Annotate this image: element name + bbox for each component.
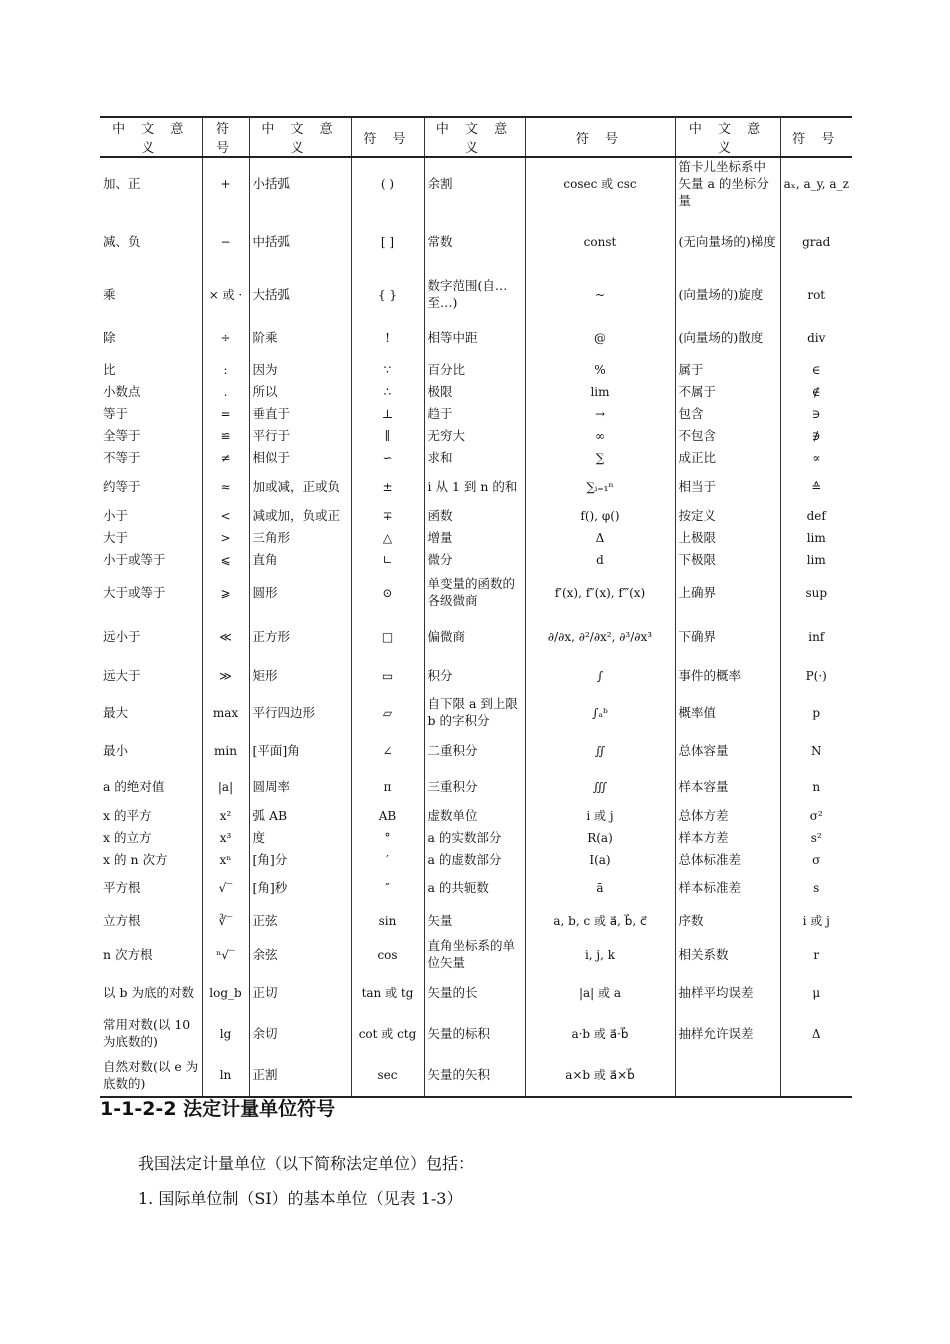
symbol-cell: ∴	[351, 381, 424, 403]
symbol-cell: cot 或 ctg	[351, 1013, 424, 1055]
symbol-cell: μ	[812, 985, 821, 1000]
symbol-cell: sin	[351, 905, 424, 937]
meaning-cell: 圆形	[249, 571, 351, 615]
symbol-cell: R(a)	[525, 827, 675, 849]
symbol-cell: →	[525, 403, 675, 425]
meaning-cell: 正割	[249, 1055, 351, 1097]
table-row	[100, 805, 852, 827]
symbol-cell: −	[202, 211, 249, 273]
symbol-cell: ∞	[525, 425, 675, 447]
symbol-cell: x³	[202, 827, 249, 849]
symbol-cell: lim	[806, 552, 826, 567]
symbol-cell: Δ	[525, 527, 675, 549]
symbol-cell: ≈	[202, 469, 249, 505]
symbol-cell: a·b 或 a⃗·b⃗	[525, 1013, 675, 1055]
meaning-cell: 因为	[249, 359, 351, 381]
symbol-cell: div	[807, 330, 826, 345]
meaning-cell: 三角形	[249, 527, 351, 549]
symbol-cell: !	[351, 317, 424, 359]
header-meaning-4: 中 文 意 义	[675, 117, 780, 157]
symbol-cell: i 或 j	[802, 913, 830, 928]
table-row	[100, 571, 852, 615]
meaning-cell: 事件的概率	[675, 659, 780, 693]
meaning-cell: 约等于	[100, 469, 202, 505]
meaning-cell: 趋于	[424, 403, 525, 425]
symbol-cell: def	[806, 508, 826, 523]
meaning-cell: 正切	[249, 973, 351, 1013]
meaning-cell: 全等于	[100, 425, 202, 447]
meaning-cell: 抽样平均误差	[675, 973, 780, 1013]
meaning-cell: 平方根	[100, 871, 202, 905]
symbol-cell: ⩾	[202, 571, 249, 615]
symbol-cell: ⊥	[351, 403, 424, 425]
symbol-cell: ( )	[351, 157, 424, 211]
symbol-cell: ⁿ√‾	[202, 937, 249, 973]
symbol-cell: |a|	[202, 769, 249, 805]
meaning-cell: 极限	[424, 381, 525, 403]
table-row	[100, 871, 852, 905]
symbol-cell: xⁿ	[202, 849, 249, 871]
symbol-cell: ⩽	[202, 549, 249, 571]
table-row	[100, 905, 852, 937]
meaning-cell: 包含	[675, 403, 780, 425]
meaning-cell: 大括弧	[249, 273, 351, 317]
symbol-cell: +	[202, 157, 249, 211]
symbol-cell: lg	[202, 1013, 249, 1055]
header-symbol-3: 符 号	[525, 117, 675, 157]
symbol-cell: { }	[351, 273, 424, 317]
meaning-cell: 成正比	[675, 447, 780, 469]
meaning-cell: 减、负	[100, 211, 202, 273]
meaning-cell: 大于	[100, 527, 202, 549]
table-row	[100, 527, 852, 549]
meaning-cell: 按定义	[675, 505, 780, 527]
meaning-cell: 百分比	[424, 359, 525, 381]
meaning-cell: 除	[100, 317, 202, 359]
symbol-cell: I(a)	[525, 849, 675, 871]
symbol-cell: s	[813, 880, 820, 895]
table-row	[100, 827, 852, 849]
table-row	[100, 157, 852, 211]
symbol-cell: ′	[351, 849, 424, 871]
symbol-cell: inf	[808, 629, 825, 644]
meaning-cell: i 从 1 到 n 的和	[424, 469, 525, 505]
symbol-cell: r	[813, 947, 820, 962]
meaning-cell: 积分	[424, 659, 525, 693]
meaning-cell: 常用对数(以 10 为底数的)	[100, 1013, 202, 1055]
symbol-cell: ▱	[351, 693, 424, 733]
meaning-cell: n 次方根	[100, 937, 202, 973]
meaning-cell: 自然对数(以 e 为底数的)	[100, 1055, 202, 1097]
meaning-cell: 正弦	[249, 905, 351, 937]
meaning-cell: 平行于	[249, 425, 351, 447]
table-row	[100, 447, 852, 469]
symbol-cell: const	[525, 211, 675, 273]
symbol-cell: sec	[351, 1055, 424, 1097]
meaning-cell: x 的平方	[100, 805, 202, 827]
meaning-cell: 加、正	[100, 157, 202, 211]
meaning-cell: 函数	[424, 505, 525, 527]
table-row	[100, 733, 852, 769]
symbol-cell: ā	[525, 871, 675, 905]
symbol-cell: f(), φ()	[525, 505, 675, 527]
meaning-cell: a 的实数部分	[424, 827, 525, 849]
meaning-cell: 三重积分	[424, 769, 525, 805]
meaning-cell: 立方根	[100, 905, 202, 937]
symbol-cell: max	[202, 693, 249, 733]
meaning-cell: 所以	[249, 381, 351, 403]
symbol-cell: min	[202, 733, 249, 769]
meaning-cell: 样本方差	[675, 827, 780, 849]
symbol-cell: □	[351, 615, 424, 659]
meaning-cell: 单变量的函数的各级微商	[424, 571, 525, 615]
header-symbol-2: 符 号	[351, 117, 424, 157]
meaning-cell: 小数点	[100, 381, 202, 403]
meaning-cell: 自下限 a 到上限 b 的字积分	[424, 693, 525, 733]
symbol-cell: lim	[806, 530, 826, 545]
symbol-cell: ≙	[811, 479, 822, 494]
meaning-cell: 度	[249, 827, 351, 849]
table-row	[100, 769, 852, 805]
symbol-cell: log_b	[202, 973, 249, 1013]
meaning-cell: 上确界	[675, 571, 780, 615]
symbol-cell: tan 或 tg	[351, 973, 424, 1013]
meaning-cell: 矢量	[424, 905, 525, 937]
symbol-cell: ⊙	[351, 571, 424, 615]
symbol-cell: ∝	[812, 450, 821, 465]
meaning-cell: 属于	[675, 359, 780, 381]
table-row	[100, 273, 852, 317]
symbol-cell: ∉	[811, 384, 821, 399]
meaning-cell: 小括弧	[249, 157, 351, 211]
meaning-cell: 增量	[424, 527, 525, 549]
symbol-cell: i, j, k	[525, 937, 675, 973]
meaning-cell: 概率值	[675, 693, 780, 733]
meaning-cell: 阶乘	[249, 317, 351, 359]
meaning-cell: 直角	[249, 549, 351, 571]
symbol-cell: ≌	[202, 425, 249, 447]
symbol-cell: ∽	[351, 447, 424, 469]
meaning-cell: 平行四边形	[249, 693, 351, 733]
table-row	[100, 937, 852, 973]
meaning-cell: (向量场的)旋度	[675, 273, 780, 317]
symbol-cell: ±	[351, 469, 424, 505]
symbol-cell: P(·)	[805, 668, 827, 683]
symbol-cell: ∵	[351, 359, 424, 381]
symbol-cell: n	[812, 779, 821, 794]
symbol-cell: ∛‾	[202, 905, 249, 937]
symbol-cell: ▭	[351, 659, 424, 693]
symbol-cell	[780, 1055, 852, 1097]
symbol-cell: ~	[525, 273, 675, 317]
symbol-cell: ∥	[351, 425, 424, 447]
symbol-cell: %	[525, 359, 675, 381]
symbol-cell: ln	[202, 1055, 249, 1097]
table-row	[100, 403, 852, 425]
symbol-cell: ÷	[202, 317, 249, 359]
meaning-cell: 求和	[424, 447, 525, 469]
table-row	[100, 469, 852, 505]
symbol-cell: >	[202, 527, 249, 549]
meaning-cell: 二重积分	[424, 733, 525, 769]
meaning-cell: 垂直于	[249, 403, 351, 425]
meaning-cell: 圆周率	[249, 769, 351, 805]
meaning-cell: 最大	[100, 693, 202, 733]
symbol-cell: ∬	[525, 733, 675, 769]
symbol-cell: p	[812, 705, 821, 720]
table-row	[100, 505, 852, 527]
meaning-cell: 下确界	[675, 615, 780, 659]
meaning-cell: 不属于	[675, 381, 780, 403]
symbol-cell: ∟	[351, 549, 424, 571]
meaning-cell: 常数	[424, 211, 525, 273]
meaning-cell: 最小	[100, 733, 202, 769]
meaning-cell: 相等中距	[424, 317, 525, 359]
table-row	[100, 615, 852, 659]
meaning-cell: 矢量的矢积	[424, 1055, 525, 1097]
meaning-cell: (向量场的)散度	[675, 317, 780, 359]
meaning-cell: 偏微商	[424, 615, 525, 659]
symbol-cell: π	[351, 769, 424, 805]
symbol-cell: x²	[202, 805, 249, 827]
symbol-cell: aₓ, a_y, a_z	[783, 177, 849, 192]
symbol-cell: rot	[807, 287, 826, 302]
table-row	[100, 425, 852, 447]
symbol-cell: × 或 ·	[202, 273, 249, 317]
symbol-cell: <	[202, 505, 249, 527]
symbol-cell: √‾	[202, 871, 249, 905]
symbol-cell: =	[202, 403, 249, 425]
symbol-cell: @	[525, 317, 675, 359]
meaning-cell: 不包含	[675, 425, 780, 447]
symbol-cell: N	[811, 743, 822, 758]
table-row	[100, 659, 852, 693]
meaning-cell: 远大于	[100, 659, 202, 693]
symbol-cell: .	[202, 381, 249, 403]
section-heading: 1-1-2-2 法定计量单位符号	[100, 1098, 336, 1120]
symbol-cell: ≫	[202, 659, 249, 693]
meaning-cell: 正方形	[249, 615, 351, 659]
symbol-cell: ∂/∂x, ∂²/∂x², ∂³/∂x³	[525, 615, 675, 659]
table-row	[100, 693, 852, 733]
meaning-cell: 弧 AB	[249, 805, 351, 827]
table-header-row	[100, 117, 852, 157]
meaning-cell: [角]分	[249, 849, 351, 871]
table-row	[100, 973, 852, 1013]
meaning-cell: 总体容量	[675, 733, 780, 769]
meaning-cell: x 的 n 次方	[100, 849, 202, 871]
table-row	[100, 381, 852, 403]
meaning-cell: (无向量场的)梯度	[675, 211, 780, 273]
header-meaning-1: 中 文 意 义	[100, 117, 202, 157]
symbol-cell: ∑ᵢ₌₁ⁿ	[525, 469, 675, 505]
symbol-cell: ≪	[202, 615, 249, 659]
symbol-cell: °	[351, 827, 424, 849]
symbol-cell: lim	[525, 381, 675, 403]
header-symbol-1: 符 号	[202, 117, 249, 157]
meaning-cell: 等于	[100, 403, 202, 425]
meaning-cell: 乘	[100, 273, 202, 317]
header-meaning-3: 中 文 意 义	[424, 117, 525, 157]
symbol-cell: ∫	[525, 659, 675, 693]
meaning-cell: 相关系数	[675, 937, 780, 973]
meaning-cell: 数字范围(自…至…)	[424, 273, 525, 317]
symbol-cell: △	[351, 527, 424, 549]
meaning-cell: a 的虚数部分	[424, 849, 525, 871]
symbol-cell: Δ	[811, 1026, 821, 1041]
table-row	[100, 549, 852, 571]
symbol-cell: s²	[810, 830, 822, 845]
symbol-cell: i 或 j	[525, 805, 675, 827]
symbol-cell: d	[525, 549, 675, 571]
symbol-cell: sup	[805, 585, 828, 600]
meaning-cell: a 的共轭数	[424, 871, 525, 905]
meaning-cell: [角]秒	[249, 871, 351, 905]
meaning-cell: x 的立方	[100, 827, 202, 849]
symbol-cell: σ²	[809, 808, 823, 823]
symbol-cell: ∫ₐᵇ	[525, 693, 675, 733]
meaning-cell: 样本容量	[675, 769, 780, 805]
meaning-cell: 样本标准差	[675, 871, 780, 905]
symbol-cell: [ ]	[351, 211, 424, 273]
meaning-cell: 笛卡儿坐标系中矢量 a 的坐标分量	[675, 157, 780, 211]
meaning-cell: 虚数单位	[424, 805, 525, 827]
meaning-cell: 总体方差	[675, 805, 780, 827]
symbol-cell: ∈	[811, 362, 821, 377]
symbol-cell: f′(x), f″(x), f‴(x)	[525, 571, 675, 615]
list-item-si-base-units: 1. 国际单位制（SI）的基本单位（见表 1-3）	[138, 1189, 463, 1208]
symbol-cell: ∓	[351, 505, 424, 527]
table-body	[100, 157, 852, 1097]
meaning-cell	[675, 1055, 780, 1097]
symbol-cell: ∑	[525, 447, 675, 469]
table-row	[100, 211, 852, 273]
symbol-cell: ∋	[811, 406, 821, 421]
meaning-cell: 矢量的标积	[424, 1013, 525, 1055]
symbol-cell: ∠	[351, 733, 424, 769]
meaning-cell: [平面]角	[249, 733, 351, 769]
meaning-cell: 相似于	[249, 447, 351, 469]
meaning-cell: 矢量的长	[424, 973, 525, 1013]
meaning-cell: 余切	[249, 1013, 351, 1055]
meaning-cell: 直角坐标系的单位矢量	[424, 937, 525, 973]
meaning-cell: 上极限	[675, 527, 780, 549]
meaning-cell: 矩形	[249, 659, 351, 693]
meaning-cell: 总体标准差	[675, 849, 780, 871]
meaning-cell: 抽样允许误差	[675, 1013, 780, 1055]
meaning-cell: 无穷大	[424, 425, 525, 447]
table-row	[100, 359, 852, 381]
symbol-cell: |a| 或 a	[525, 973, 675, 1013]
symbol-cell: AB	[351, 805, 424, 827]
symbol-cell: ″	[351, 871, 424, 905]
meaning-cell: 序数	[675, 905, 780, 937]
meaning-cell: 余弦	[249, 937, 351, 973]
meaning-cell: a 的绝对值	[100, 769, 202, 805]
symbol-cell: cosec 或 csc	[525, 157, 675, 211]
table-row	[100, 317, 852, 359]
header-symbol-4: 符 号	[780, 117, 852, 157]
intro-paragraph: 我国法定计量单位（以下简称法定单位）包括：	[138, 1154, 475, 1173]
meaning-cell: 小于	[100, 505, 202, 527]
header-meaning-2: 中 文 意 义	[249, 117, 351, 157]
symbol-cell: grad	[802, 234, 831, 249]
meaning-cell: 以 b 为底的对数	[100, 973, 202, 1013]
symbol-cell: σ	[812, 852, 821, 867]
meaning-cell: 小于或等于	[100, 549, 202, 571]
meaning-cell: 加或减，正或负	[249, 469, 351, 505]
table-row	[100, 1055, 852, 1097]
symbol-cell: cos	[351, 937, 424, 973]
symbol-cell: a×b 或 a⃗×b⃗	[525, 1055, 675, 1097]
symbol-cell: a, b, c 或 a⃗, b⃗, c⃗	[525, 905, 675, 937]
meaning-cell: 不等于	[100, 447, 202, 469]
symbol-cell: ∌	[811, 428, 821, 443]
meaning-cell: 中括弧	[249, 211, 351, 273]
meaning-cell: 余割	[424, 157, 525, 211]
symbol-cell: :	[202, 359, 249, 381]
meaning-cell: 比	[100, 359, 202, 381]
meaning-cell: 微分	[424, 549, 525, 571]
meaning-cell: 大于或等于	[100, 571, 202, 615]
meaning-cell: 下极限	[675, 549, 780, 571]
math-symbols-table	[100, 116, 852, 1098]
symbol-cell: ∭	[525, 769, 675, 805]
meaning-cell: 相当于	[675, 469, 780, 505]
symbol-cell: ≠	[202, 447, 249, 469]
meaning-cell: 减或加，负或正	[249, 505, 351, 527]
table-row	[100, 1013, 852, 1055]
table-row	[100, 849, 852, 871]
meaning-cell: 远小于	[100, 615, 202, 659]
